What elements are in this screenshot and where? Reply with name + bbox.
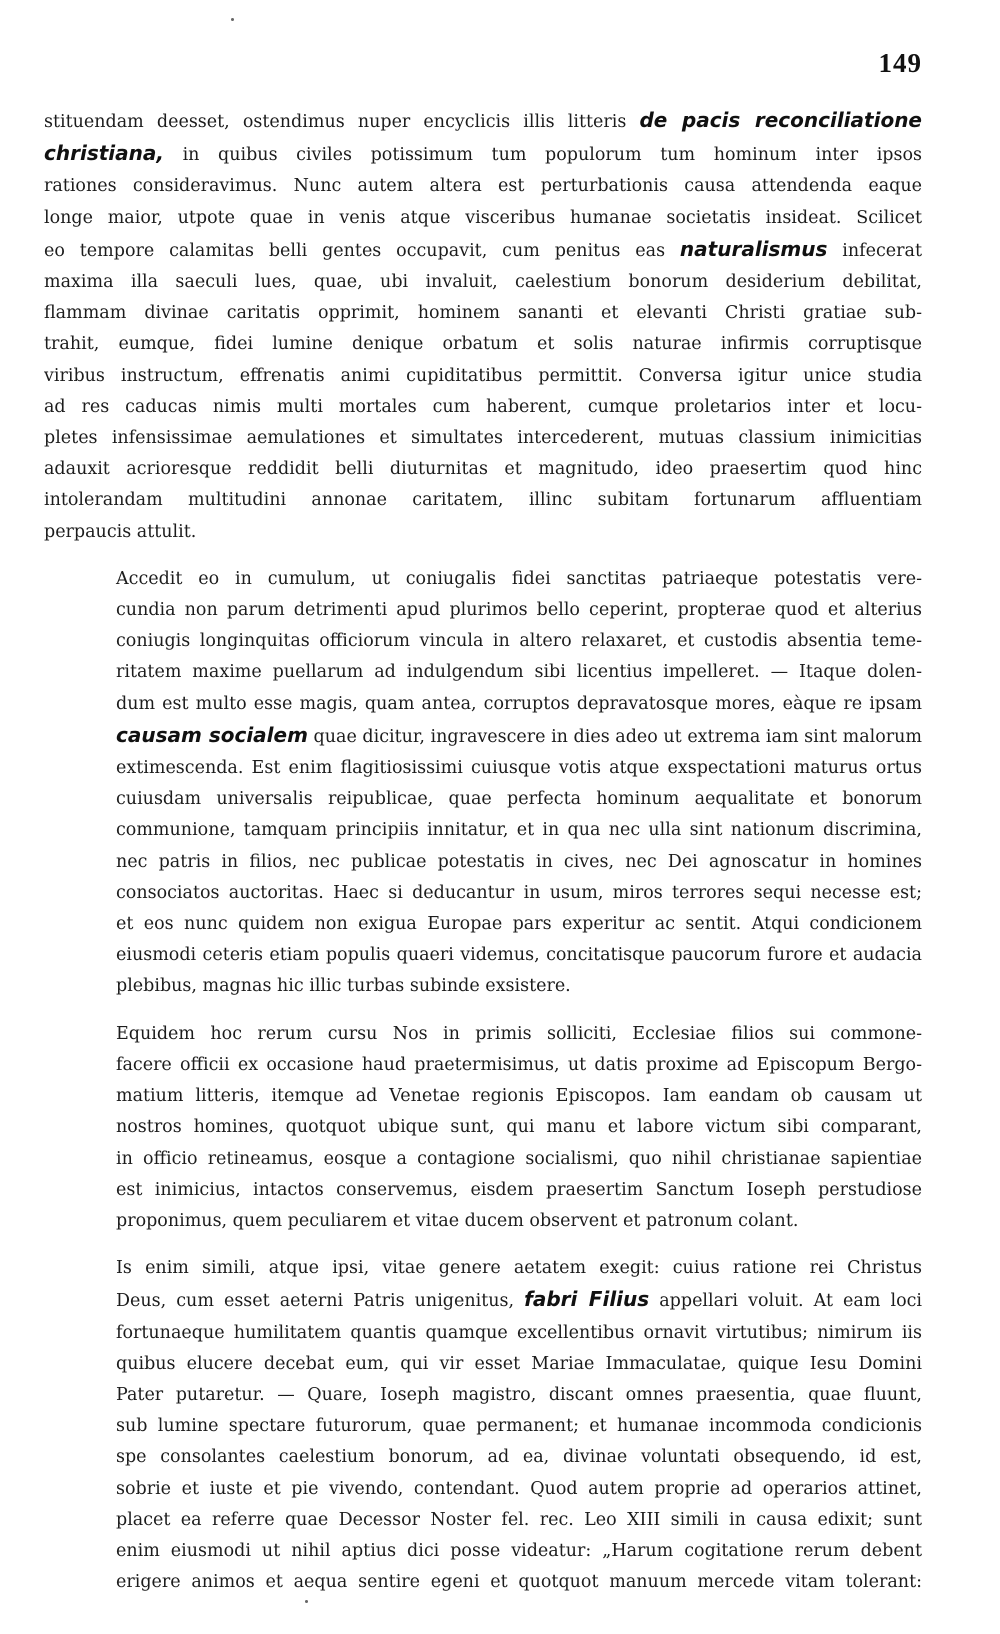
text-run: cuiusdam universalis reipublicae, quae perfecta hominum aequalitate et bonorum	[116, 789, 922, 810]
text-run: dum est multo esse magis, quam antea, corruptos depravatosque mores, eàque re ipsam	[116, 693, 922, 714]
paragraph	[44, 1019, 922, 1237]
text-line	[44, 626, 922, 657]
scan-speck	[305, 1600, 308, 1603]
emphasized-phrase: fabri Filius	[524, 1287, 650, 1312]
text-run: sub lumine spectare futurorum, quae permanent; et humanae incommoda condicionis	[116, 1416, 922, 1437]
text-run: maxima illa saeculi lues, quae, ubi invaluit, caelestium bonorum desiderium debilitat,	[44, 272, 922, 293]
text-run: longe maior, utpote quae in venis atque visceribus humanae societatis insideat. Scilicet	[44, 207, 922, 228]
text-run: Pater putaretur. — Quare, Ioseph magistro, discant omnes praesentia, quae fluunt,	[116, 1384, 922, 1405]
text-run: quae dicitur, ingravescere in dies adeo ut extrema iam sint malorum	[307, 726, 922, 747]
text-run: adauxit acrioresque reddidit belli diuturnitas et magnitudo, ideo praesertim quod hinc	[44, 459, 922, 480]
text-line	[44, 517, 922, 548]
text-line	[44, 138, 922, 171]
text-line	[44, 361, 922, 392]
text-run: matium litteris, itemque ad Venetae regionis Episcopos. Iam eandam ob causam ut	[116, 1086, 922, 1107]
text-run: placet ea referre quae Decessor Noster fel. rec. Leo XIII simili in causa edixit; sunt	[116, 1509, 922, 1530]
text-run: enim eiusmodi ut nihil aptius dici posse videatur: „Harum cogitatione rerum debent	[116, 1540, 922, 1561]
text-line	[44, 1442, 922, 1473]
text-run: sobrie et iuste et pie vivendo, contendant. Quod autem proprie ad operarios attinet,	[116, 1478, 922, 1499]
text-line	[44, 392, 922, 423]
text-run: eiusmodi ceteris etiam populis quaeri videmus, concitatisque paucorum furore et audacia	[116, 945, 922, 966]
text-line	[44, 1019, 922, 1050]
text-run: rationes consideravimus. Nunc autem altera est perturbationis causa attendenda eaque	[44, 176, 922, 197]
text-line	[44, 1081, 922, 1112]
text-run: intolerandam multitudini annonae caritatem, illinc subitam fortunarum affluentiam	[44, 490, 922, 511]
text-line	[44, 657, 922, 688]
text-line	[44, 298, 922, 329]
text-line	[44, 1284, 922, 1317]
emphasized-phrase: de pacis reconciliatione	[639, 108, 922, 132]
text-line	[44, 815, 922, 846]
text-line	[44, 1206, 922, 1237]
text-line	[44, 753, 922, 784]
text-line	[44, 940, 922, 971]
text-run: Accedit eo in cumulum, ut coniugalis fidei sanctitas patriaeque potestatis vere-	[116, 568, 922, 589]
text-line	[44, 105, 922, 138]
text-line	[44, 1112, 922, 1143]
text-run: Equidem hoc rerum cursu Nos in primis solliciti, Ecclesiae filios sui commone-	[116, 1023, 922, 1044]
text-run: pletes infensissimae aemulationes et simultates intercederent, mutuas classium inimicitias	[44, 428, 922, 449]
text-run: stituendam deesset, ostendimus nuper encyclicis illis litteris	[44, 112, 640, 132]
text-line	[44, 1253, 922, 1284]
text-run: erigere animos et aequa sentire egeni et quotquot manuum mercede vitam tolerant:	[116, 1572, 922, 1593]
text-run: ritatem maxime puellarum ad indulgendum sibi licentius impelleret. — Itaque dolen-	[116, 662, 922, 683]
text-run: nec patris in filios, nec publicae potestatis in cives, nec Dei agnoscatur in homines	[116, 851, 922, 872]
text-run: quibus elucere decebat eum, qui vir esset Mariae Immaculatae, quique Iesu Domini	[116, 1353, 922, 1374]
text-line	[44, 1175, 922, 1206]
text-run: et eos nunc quidem non exigua Europae pars experitur ac sentit. Atqui condicionem	[116, 914, 922, 935]
text-run: perpaucis attulit.	[44, 521, 197, 542]
text-line	[44, 1474, 922, 1505]
body-text	[44, 105, 922, 1598]
text-line	[44, 971, 922, 1002]
paragraph	[44, 564, 922, 1003]
text-line	[44, 234, 922, 267]
text-run: viribus instructum, effrenatis animi cupiditatibus permittit. Conversa igitur unice studia	[44, 365, 922, 386]
text-run: ad res caducas nimis multi mortales cum haberent, cumque proletarios inter et locu-	[44, 396, 922, 417]
text-line	[44, 1349, 922, 1380]
text-run: facere officii ex occasione haud praetermisimus, ut datis proxime ad Episcopum Bergo-	[116, 1054, 922, 1075]
text-line	[44, 878, 922, 909]
text-run: est inimicius, intactos conservemus, eisdem praesertim Sanctum Ioseph perstudiose	[116, 1179, 922, 1200]
text-run: spe consolantes caelestium bonorum, ad ea, divinae voluntati obsequendo, id est,	[116, 1447, 922, 1468]
text-line	[44, 423, 922, 454]
text-line	[44, 1505, 922, 1536]
text-line	[44, 1318, 922, 1349]
text-line	[44, 689, 922, 720]
text-line	[44, 1050, 922, 1081]
text-line	[44, 485, 922, 516]
text-line	[44, 720, 922, 753]
text-run: coniugis longinquitas officiorum vincula in altero relaxaret, et custodis absentia teme-	[116, 631, 922, 652]
text-line	[44, 909, 922, 940]
text-line	[44, 454, 922, 485]
text-run: eo tempore calamitas belli gentes occupavit, cum penitus eas	[44, 240, 680, 261]
text-run: flammam divinae caritatis opprimit, hominem sananti et elevanti Christi gratiae sub-	[44, 303, 922, 324]
emphasized-phrase: christiana,	[44, 141, 164, 166]
text-run: trahit, eumque, fidei lumine denique orbatum et solis naturae infirmis corruptisque	[44, 334, 922, 355]
text-run: consociatos auctoritas. Haec si deducantur in usum, miros terrores sequi necesse est;	[116, 882, 922, 903]
text-run: infecerat	[827, 240, 922, 261]
text-run: nostros homines, quotquot ubique sunt, qui manu et labore victum sibi comparant,	[116, 1117, 922, 1138]
scan-speck	[231, 18, 234, 21]
emphasized-phrase: naturalismus	[679, 236, 828, 261]
text-line	[44, 203, 922, 234]
text-run: in officio retineamus, eosque a contagione socialismi, quo nihil christianae sapientiae	[116, 1148, 922, 1169]
emphasized-phrase: causam socialem	[116, 722, 308, 747]
text-run: proponimus, quem peculiarem et vitae ducem observent et patronum colant.	[116, 1210, 799, 1231]
text-line	[44, 847, 922, 878]
text-line	[44, 564, 922, 595]
text-run: Is enim simili, atque ipsi, vitae genere aetatem exegit: cuius ratione rei Christus	[116, 1258, 922, 1279]
text-run: communione, tamquam principiis innitatur, et in qua nec ulla sint nationum discrimina,	[116, 820, 922, 841]
text-line	[44, 1380, 922, 1411]
text-line	[44, 171, 922, 202]
text-line	[44, 329, 922, 360]
text-run: appellari voluit. At eam loci	[649, 1291, 922, 1312]
text-line	[44, 1144, 922, 1175]
text-run: fortunaeque humilitatem quantis quamque excellentibus ornavit virtutibus; nimirum iis	[116, 1322, 922, 1343]
paragraph	[44, 1253, 922, 1598]
text-line	[44, 1567, 922, 1598]
paragraph	[44, 105, 922, 548]
text-run: cundia non parum detrimenti apud plurimos bello ceperint, propterae quod et alterius	[116, 600, 922, 621]
text-line	[44, 784, 922, 815]
text-run: extimescenda. Est enim flagitiosissimi cuiusque votis atque exspectationi maturus ortus	[116, 758, 922, 779]
text-line	[44, 1411, 922, 1442]
text-run: in quibus civiles potissimum tum populorum tum hominum inter ipsos	[163, 145, 922, 166]
page-number: 149	[878, 48, 922, 78]
text-run: Deus, cum esset aeterni Patris unigenitus,	[116, 1291, 525, 1312]
text-line	[44, 267, 922, 298]
text-line	[44, 1536, 922, 1567]
text-line	[44, 595, 922, 626]
text-run: plebibus, magnas hic illic turbas subinde exsistere.	[116, 976, 571, 997]
